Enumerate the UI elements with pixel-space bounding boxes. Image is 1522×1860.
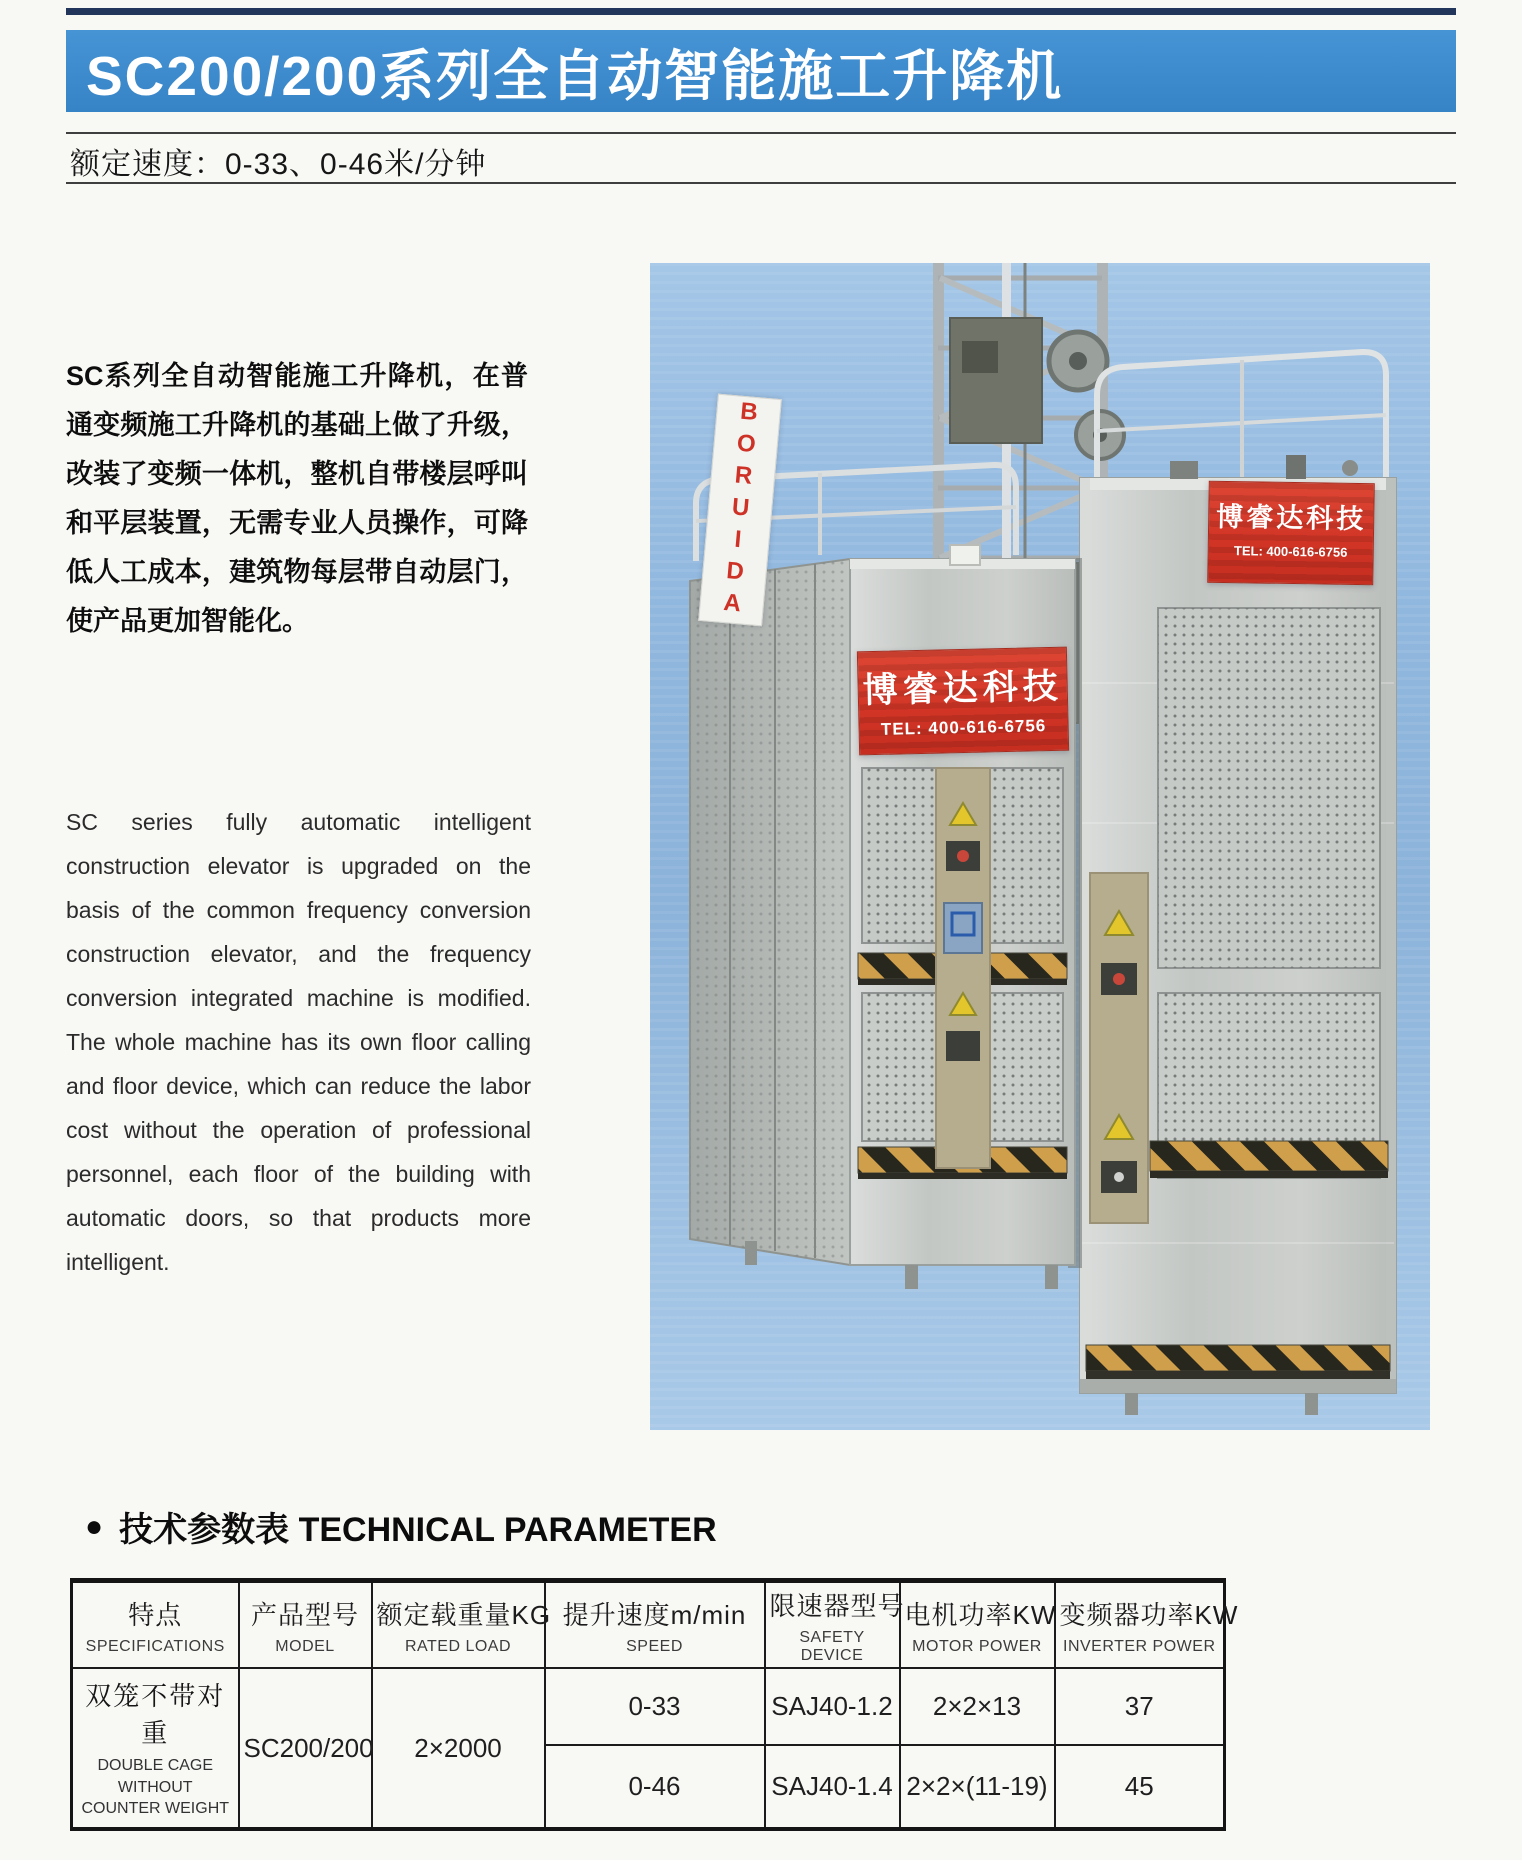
right-cage [1080, 455, 1396, 1415]
cell-safety-device-1: SAJ40-1.2 [765, 1668, 900, 1745]
cell-speed-2: 0-46 [545, 1745, 765, 1829]
intro-paragraph-cn: SC系列全自动智能施工升降机，在普通变频施工升降机的基础上做了升级，改装了变频一体机，整机自带楼层呼叫和平层装置，无需专业人员操作，可降低人工成本，建筑物每层带自动层门，使产品更加智能化。 [66, 361, 528, 636]
brand-banner-left-name: 博睿达科技 [862, 666, 1064, 711]
brand-banner-right-name: 博睿达科技 [1216, 501, 1367, 535]
header-speed: 提升速度m/min SPEED [545, 1581, 765, 1669]
brand-banner-right-tel: TEL: 400-616-6756 [1233, 543, 1348, 560]
cell-motor-power-2: 2×2×(11-19) [900, 1745, 1055, 1829]
bullet-icon: ● [85, 1509, 104, 1543]
subtitle-rule-top [66, 132, 1456, 134]
cell-inverter-power-1: 37 [1055, 1668, 1225, 1745]
brand-banner-left [857, 647, 1069, 756]
section-heading [85, 1502, 717, 1551]
top-rule [66, 8, 1456, 15]
title-banner [66, 30, 1456, 112]
header-rated-load: 额定载重量KG RATED LOAD [372, 1581, 545, 1669]
cell-safety-device-2: SAJ40-1.4 [765, 1745, 900, 1829]
cell-inverter-power-2: 45 [1055, 1745, 1225, 1829]
header-inverter-power: 变频器功率KW INVERTER POWER [1055, 1581, 1225, 1669]
intro-paragraph-en: SC series fully automatic intelligent construction elevator is upgraded on the basis of the common frequency conversion construction elevator, and the frequency conversion integrated machine is modified. The whole machine has its own floor calling and floor device, which can reduce the labor cost without the operation of professional personnel, each floor of the building with automatic doors, so that products more intelligent. [66, 809, 531, 1275]
section-heading-label: 技术参数表 TECHNICAL PARAMETER [119, 1511, 717, 1549]
brand-banner-right [1207, 481, 1375, 586]
header-motor-power: 电机功率KW MOTOR POWER [900, 1581, 1055, 1669]
brand-banner-left-tel: TEL: 400-616-6756 [880, 716, 1047, 739]
cell-speed-1: 0-33 [545, 1668, 765, 1745]
product-photo [650, 263, 1430, 1430]
cell-motor-power-1: 2×2×13 [900, 1668, 1055, 1745]
subtitle-rule-bottom [66, 182, 1456, 184]
header-specifications: 特点 SPECIFICATIONS [72, 1581, 239, 1669]
header-model: 产品型号 MODEL [239, 1581, 372, 1669]
rated-speed-subtitle: 额定速度：0-33、0-46米/分钟 [70, 148, 487, 181]
page-title: SC200/200系列全自动智能施工升降机 [86, 44, 1064, 107]
table-row [72, 1668, 1225, 1745]
header-safety-device: 限速器型号 SAFETY DEVICE [765, 1581, 900, 1669]
vertical-brand-sign: BORUIDA [698, 394, 782, 627]
cell-specifications: 双笼不带对重 DOUBLE CAGE WITHOUT COUNTER WEIGHT [72, 1668, 239, 1829]
technical-parameter-table [70, 1578, 1239, 1831]
table-header-row [72, 1581, 1225, 1669]
cell-model: SC200/200 [239, 1668, 372, 1829]
cell-rated-load: 2×2000 [372, 1668, 545, 1829]
